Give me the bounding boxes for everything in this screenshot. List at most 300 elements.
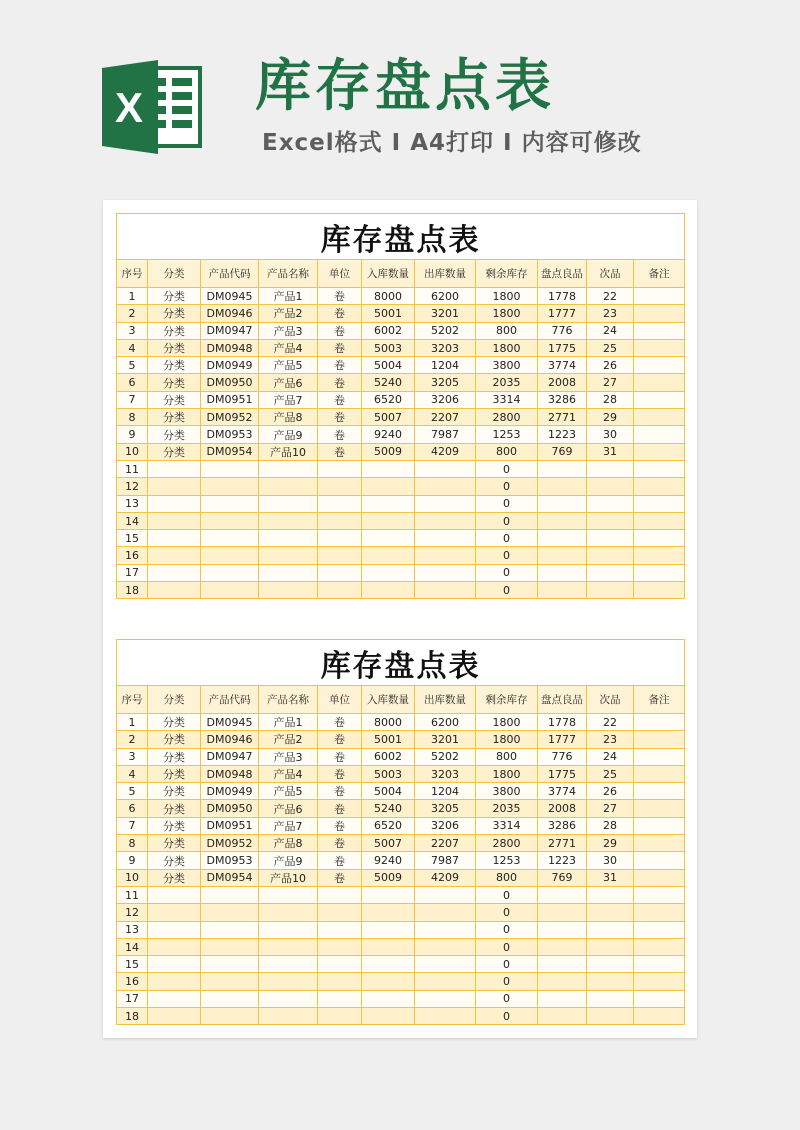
table-cell[interactable]: 1800 — [476, 339, 538, 356]
table-cell[interactable]: 7 — [117, 391, 148, 408]
table-cell[interactable]: 5202 — [415, 322, 476, 339]
table-cell[interactable]: 31 — [587, 443, 634, 460]
table-cell[interactable]: 10 — [117, 869, 148, 886]
table-cell[interactable] — [148, 921, 201, 938]
table-cell[interactable] — [634, 391, 685, 408]
table-cell[interactable]: 0 — [476, 973, 538, 990]
table-cell[interactable]: 15 — [117, 530, 148, 547]
table-cell[interactable] — [415, 582, 476, 599]
table-cell[interactable]: 14 — [117, 512, 148, 529]
table-cell[interactable]: 769 — [538, 869, 587, 886]
table-cell[interactable] — [634, 288, 685, 305]
table-cell[interactable] — [587, 973, 634, 990]
table-cell[interactable]: 分类 — [148, 443, 201, 460]
table-cell[interactable]: 卷 — [318, 443, 362, 460]
table-cell[interactable]: 3205 — [415, 800, 476, 817]
table-cell[interactable]: 22 — [587, 288, 634, 305]
table-cell[interactable]: 产品6 — [259, 800, 318, 817]
table-cell[interactable] — [201, 530, 259, 547]
table-cell[interactable]: 卷 — [318, 800, 362, 817]
table-cell[interactable]: 6200 — [415, 288, 476, 305]
table-cell[interactable] — [318, 564, 362, 581]
table-cell[interactable] — [148, 582, 201, 599]
table-cell[interactable]: 800 — [476, 748, 538, 765]
table-cell[interactable] — [587, 938, 634, 955]
table-cell[interactable] — [634, 921, 685, 938]
table-cell[interactable]: 1775 — [538, 339, 587, 356]
table-cell[interactable] — [634, 886, 685, 903]
table-cell[interactable] — [538, 547, 587, 564]
table-cell[interactable]: 分类 — [148, 374, 201, 391]
table-cell[interactable] — [587, 904, 634, 921]
table-cell[interactable]: 4 — [117, 765, 148, 782]
table-cell[interactable]: 3314 — [476, 817, 538, 834]
table-cell[interactable] — [148, 886, 201, 903]
table-cell[interactable] — [148, 495, 201, 512]
table-cell[interactable] — [634, 869, 685, 886]
table-cell[interactable] — [415, 921, 476, 938]
table-cell[interactable]: 3 — [117, 748, 148, 765]
table-cell[interactable] — [318, 921, 362, 938]
table-cell[interactable]: 12 — [117, 478, 148, 495]
table-cell[interactable]: 29 — [587, 409, 634, 426]
table-cell[interactable]: DM0948 — [201, 339, 259, 356]
table-cell[interactable]: 16 — [117, 547, 148, 564]
table-cell[interactable]: 6 — [117, 800, 148, 817]
table-cell[interactable] — [634, 322, 685, 339]
table-cell[interactable]: 8 — [117, 409, 148, 426]
table-cell[interactable] — [201, 1008, 259, 1025]
table-cell[interactable] — [634, 530, 685, 547]
table-cell[interactable] — [259, 582, 318, 599]
table-cell[interactable] — [634, 374, 685, 391]
table-cell[interactable]: 27 — [587, 800, 634, 817]
table-cell[interactable]: 28 — [587, 391, 634, 408]
table-cell[interactable]: 800 — [476, 322, 538, 339]
table-cell[interactable]: 5003 — [362, 765, 415, 782]
table-cell[interactable]: 产品7 — [259, 391, 318, 408]
table-cell[interactable]: 产品8 — [259, 835, 318, 852]
table-cell[interactable]: 产品3 — [259, 748, 318, 765]
table-cell[interactable]: 0 — [476, 886, 538, 903]
table-cell[interactable]: 2 — [117, 731, 148, 748]
table-cell[interactable] — [587, 460, 634, 477]
table-cell[interactable] — [415, 547, 476, 564]
table-cell[interactable] — [259, 1008, 318, 1025]
table-cell[interactable]: 分类 — [148, 714, 201, 731]
table-cell[interactable]: 17 — [117, 990, 148, 1007]
table-cell[interactable]: 10 — [117, 443, 148, 460]
table-cell[interactable]: 卷 — [318, 869, 362, 886]
table-cell[interactable]: 5001 — [362, 731, 415, 748]
table-cell[interactable] — [538, 973, 587, 990]
table-cell[interactable] — [362, 547, 415, 564]
table-cell[interactable]: 卷 — [318, 357, 362, 374]
table-cell[interactable] — [634, 731, 685, 748]
table-cell[interactable] — [538, 904, 587, 921]
table-cell[interactable] — [201, 512, 259, 529]
table-cell[interactable]: 5 — [117, 783, 148, 800]
table-cell[interactable] — [415, 938, 476, 955]
table-cell[interactable]: 29 — [587, 835, 634, 852]
table-cell[interactable]: 1800 — [476, 765, 538, 782]
table-cell[interactable]: 卷 — [318, 391, 362, 408]
table-cell[interactable] — [259, 564, 318, 581]
table-cell[interactable] — [148, 547, 201, 564]
table-cell[interactable] — [362, 904, 415, 921]
table-cell[interactable]: 7987 — [415, 426, 476, 443]
table-cell[interactable]: 3774 — [538, 357, 587, 374]
table-cell[interactable]: 0 — [476, 938, 538, 955]
table-cell[interactable] — [634, 443, 685, 460]
table-cell[interactable] — [318, 990, 362, 1007]
table-cell[interactable] — [201, 990, 259, 1007]
table-cell[interactable]: 4 — [117, 339, 148, 356]
table-cell[interactable]: 27 — [587, 374, 634, 391]
table-cell[interactable] — [318, 973, 362, 990]
table-cell[interactable] — [318, 495, 362, 512]
table-cell[interactable]: 4209 — [415, 443, 476, 460]
table-cell[interactable]: 分类 — [148, 817, 201, 834]
table-cell[interactable]: 1223 — [538, 852, 587, 869]
table-cell[interactable]: 卷 — [318, 783, 362, 800]
table-cell[interactable]: 1253 — [476, 426, 538, 443]
table-cell[interactable]: 产品10 — [259, 443, 318, 460]
table-cell[interactable] — [415, 512, 476, 529]
table-cell[interactable]: 3206 — [415, 817, 476, 834]
table-cell[interactable] — [148, 530, 201, 547]
table-cell[interactable] — [634, 956, 685, 973]
table-cell[interactable] — [259, 973, 318, 990]
table-cell[interactable]: 分类 — [148, 305, 201, 322]
table-cell[interactable] — [362, 956, 415, 973]
table-cell[interactable] — [538, 478, 587, 495]
table-cell[interactable] — [259, 938, 318, 955]
table-cell[interactable]: 分类 — [148, 357, 201, 374]
table-cell[interactable]: 产品4 — [259, 765, 318, 782]
table-cell[interactable]: 产品5 — [259, 783, 318, 800]
table-cell[interactable] — [587, 564, 634, 581]
table-cell[interactable]: 5004 — [362, 783, 415, 800]
table-cell[interactable] — [362, 478, 415, 495]
table-cell[interactable] — [259, 530, 318, 547]
table-cell[interactable]: 5 — [117, 357, 148, 374]
table-cell[interactable] — [148, 956, 201, 973]
table-cell[interactable]: 1800 — [476, 731, 538, 748]
table-cell[interactable]: 产品9 — [259, 426, 318, 443]
table-cell[interactable] — [587, 921, 634, 938]
table-cell[interactable]: 卷 — [318, 714, 362, 731]
table-cell[interactable]: DM0954 — [201, 443, 259, 460]
table-cell[interactable]: 3203 — [415, 765, 476, 782]
table-cell[interactable] — [634, 990, 685, 1007]
table-cell[interactable]: DM0950 — [201, 800, 259, 817]
table-cell[interactable] — [148, 990, 201, 1007]
table-cell[interactable]: 1 — [117, 288, 148, 305]
table-cell[interactable]: 5003 — [362, 339, 415, 356]
table-cell[interactable] — [318, 460, 362, 477]
table-cell[interactable]: 产品3 — [259, 322, 318, 339]
table-cell[interactable]: 分类 — [148, 391, 201, 408]
table-cell[interactable] — [148, 1008, 201, 1025]
table-cell[interactable] — [634, 852, 685, 869]
table-cell[interactable] — [415, 973, 476, 990]
table-cell[interactable]: 3205 — [415, 374, 476, 391]
table-cell[interactable] — [362, 582, 415, 599]
table-cell[interactable] — [634, 305, 685, 322]
table-cell[interactable]: 3201 — [415, 305, 476, 322]
table-cell[interactable]: 3286 — [538, 817, 587, 834]
table-cell[interactable] — [415, 460, 476, 477]
table-cell[interactable]: 776 — [538, 748, 587, 765]
table-cell[interactable]: 5009 — [362, 869, 415, 886]
table-cell[interactable]: 6002 — [362, 748, 415, 765]
table-cell[interactable]: DM0950 — [201, 374, 259, 391]
table-cell[interactable] — [259, 886, 318, 903]
table-cell[interactable] — [587, 990, 634, 1007]
table-cell[interactable]: 0 — [476, 990, 538, 1007]
table-cell[interactable] — [634, 817, 685, 834]
table-cell[interactable]: 0 — [476, 530, 538, 547]
table-cell[interactable] — [259, 512, 318, 529]
table-cell[interactable]: DM0951 — [201, 817, 259, 834]
table-cell[interactable] — [538, 1008, 587, 1025]
table-cell[interactable]: 16 — [117, 973, 148, 990]
table-cell[interactable]: 8000 — [362, 288, 415, 305]
table-cell[interactable] — [259, 478, 318, 495]
table-cell[interactable]: 产品4 — [259, 339, 318, 356]
table-cell[interactable] — [538, 512, 587, 529]
table-cell[interactable] — [538, 921, 587, 938]
table-cell[interactable]: 分类 — [148, 765, 201, 782]
table-cell[interactable]: 0 — [476, 512, 538, 529]
table-cell[interactable]: 5240 — [362, 800, 415, 817]
table-cell[interactable] — [259, 495, 318, 512]
table-cell[interactable] — [148, 973, 201, 990]
table-cell[interactable]: DM0952 — [201, 835, 259, 852]
table-cell[interactable] — [587, 512, 634, 529]
table-cell[interactable]: 1204 — [415, 357, 476, 374]
table-cell[interactable] — [634, 478, 685, 495]
table-cell[interactable]: 产品1 — [259, 714, 318, 731]
table-cell[interactable]: 分类 — [148, 426, 201, 443]
table-cell[interactable] — [148, 564, 201, 581]
table-cell[interactable]: 2771 — [538, 835, 587, 852]
table-cell[interactable]: 3286 — [538, 391, 587, 408]
table-cell[interactable]: DM0947 — [201, 748, 259, 765]
table-cell[interactable] — [634, 547, 685, 564]
table-cell[interactable] — [587, 547, 634, 564]
table-cell[interactable]: 产品10 — [259, 869, 318, 886]
table-cell[interactable]: DM0949 — [201, 357, 259, 374]
table-cell[interactable]: 1778 — [538, 714, 587, 731]
table-cell[interactable] — [634, 357, 685, 374]
table-cell[interactable] — [318, 582, 362, 599]
table-cell[interactable] — [362, 973, 415, 990]
table-cell[interactable] — [415, 530, 476, 547]
table-cell[interactable]: 12 — [117, 904, 148, 921]
table-cell[interactable]: 9240 — [362, 426, 415, 443]
table-cell[interactable]: 产品1 — [259, 288, 318, 305]
table-cell[interactable]: 分类 — [148, 835, 201, 852]
table-cell[interactable]: 产品9 — [259, 852, 318, 869]
table-cell[interactable]: 24 — [587, 748, 634, 765]
table-cell[interactable] — [538, 564, 587, 581]
table-cell[interactable]: 产品7 — [259, 817, 318, 834]
table-cell[interactable]: 5240 — [362, 374, 415, 391]
table-cell[interactable]: 产品5 — [259, 357, 318, 374]
table-cell[interactable]: 26 — [587, 357, 634, 374]
table-cell[interactable] — [362, 921, 415, 938]
table-cell[interactable]: 2207 — [415, 409, 476, 426]
table-cell[interactable]: 3314 — [476, 391, 538, 408]
table-cell[interactable]: 2800 — [476, 409, 538, 426]
table-cell[interactable]: 9 — [117, 426, 148, 443]
table-cell[interactable] — [538, 956, 587, 973]
table-cell[interactable]: 800 — [476, 443, 538, 460]
table-cell[interactable] — [538, 530, 587, 547]
table-cell[interactable]: 1800 — [476, 305, 538, 322]
table-cell[interactable] — [634, 564, 685, 581]
table-cell[interactable] — [587, 1008, 634, 1025]
table-cell[interactable] — [634, 1008, 685, 1025]
table-cell[interactable]: DM0945 — [201, 714, 259, 731]
table-cell[interactable]: 2 — [117, 305, 148, 322]
table-cell[interactable] — [362, 1008, 415, 1025]
table-cell[interactable] — [634, 904, 685, 921]
table-cell[interactable] — [259, 904, 318, 921]
table-cell[interactable]: 卷 — [318, 305, 362, 322]
table-cell[interactable]: DM0945 — [201, 288, 259, 305]
table-cell[interactable] — [634, 339, 685, 356]
table-cell[interactable]: 0 — [476, 460, 538, 477]
table-cell[interactable] — [634, 495, 685, 512]
table-cell[interactable]: 0 — [476, 956, 538, 973]
table-cell[interactable] — [259, 921, 318, 938]
table-cell[interactable] — [634, 582, 685, 599]
table-cell[interactable] — [415, 886, 476, 903]
table-cell[interactable]: 产品8 — [259, 409, 318, 426]
table-cell[interactable]: 0 — [476, 921, 538, 938]
table-cell[interactable] — [587, 886, 634, 903]
table-cell[interactable]: 分类 — [148, 748, 201, 765]
table-cell[interactable] — [538, 460, 587, 477]
table-cell[interactable]: 1223 — [538, 426, 587, 443]
table-cell[interactable] — [259, 460, 318, 477]
table-cell[interactable]: DM0951 — [201, 391, 259, 408]
table-cell[interactable] — [634, 512, 685, 529]
table-cell[interactable]: 5007 — [362, 835, 415, 852]
table-cell[interactable]: 4209 — [415, 869, 476, 886]
table-cell[interactable]: 0 — [476, 495, 538, 512]
table-cell[interactable]: 1800 — [476, 714, 538, 731]
table-cell[interactable]: 3774 — [538, 783, 587, 800]
table-cell[interactable]: 2207 — [415, 835, 476, 852]
table-cell[interactable] — [587, 495, 634, 512]
table-cell[interactable] — [201, 921, 259, 938]
table-cell[interactable]: 分类 — [148, 288, 201, 305]
table-cell[interactable] — [634, 460, 685, 477]
table-cell[interactable]: DM0947 — [201, 322, 259, 339]
table-cell[interactable]: 分类 — [148, 339, 201, 356]
table-cell[interactable]: 1775 — [538, 765, 587, 782]
table-cell[interactable] — [587, 530, 634, 547]
table-cell[interactable]: 1 — [117, 714, 148, 731]
table-cell[interactable] — [415, 1008, 476, 1025]
table-cell[interactable] — [415, 904, 476, 921]
table-cell[interactable] — [148, 460, 201, 477]
table-cell[interactable]: 11 — [117, 460, 148, 477]
table-cell[interactable]: 13 — [117, 495, 148, 512]
table-cell[interactable]: 分类 — [148, 852, 201, 869]
table-cell[interactable] — [415, 956, 476, 973]
table-cell[interactable]: 18 — [117, 1008, 148, 1025]
table-cell[interactable]: 769 — [538, 443, 587, 460]
table-cell[interactable]: 0 — [476, 547, 538, 564]
table-cell[interactable] — [538, 582, 587, 599]
table-cell[interactable]: 6200 — [415, 714, 476, 731]
table-cell[interactable]: 7 — [117, 817, 148, 834]
table-cell[interactable]: DM0946 — [201, 731, 259, 748]
table-cell[interactable]: 0 — [476, 564, 538, 581]
table-cell[interactable] — [318, 904, 362, 921]
table-cell[interactable]: 分类 — [148, 869, 201, 886]
table-cell[interactable]: 3201 — [415, 731, 476, 748]
table-cell[interactable] — [201, 956, 259, 973]
table-cell[interactable] — [634, 426, 685, 443]
table-cell[interactable]: 14 — [117, 938, 148, 955]
table-cell[interactable]: 6520 — [362, 391, 415, 408]
table-cell[interactable] — [415, 495, 476, 512]
table-cell[interactable]: 18 — [117, 582, 148, 599]
table-cell[interactable]: 7987 — [415, 852, 476, 869]
table-cell[interactable]: 0 — [476, 904, 538, 921]
table-cell[interactable] — [318, 886, 362, 903]
table-cell[interactable] — [148, 938, 201, 955]
table-cell[interactable] — [259, 990, 318, 1007]
table-cell[interactable] — [362, 990, 415, 1007]
table-cell[interactable]: 1253 — [476, 852, 538, 869]
table-cell[interactable] — [148, 478, 201, 495]
table-cell[interactable] — [318, 478, 362, 495]
table-cell[interactable]: 13 — [117, 921, 148, 938]
table-cell[interactable]: 25 — [587, 765, 634, 782]
table-cell[interactable]: 卷 — [318, 409, 362, 426]
table-cell[interactable]: 2035 — [476, 374, 538, 391]
table-cell[interactable]: 1777 — [538, 731, 587, 748]
table-cell[interactable] — [201, 564, 259, 581]
table-cell[interactable]: DM0954 — [201, 869, 259, 886]
table-cell[interactable]: 3800 — [476, 783, 538, 800]
table-cell[interactable]: 800 — [476, 869, 538, 886]
table-cell[interactable] — [318, 530, 362, 547]
table-cell[interactable]: 2800 — [476, 835, 538, 852]
table-cell[interactable] — [538, 495, 587, 512]
table-cell[interactable]: 23 — [587, 305, 634, 322]
table-cell[interactable]: 0 — [476, 478, 538, 495]
table-cell[interactable] — [415, 564, 476, 581]
table-cell[interactable] — [201, 886, 259, 903]
table-cell[interactable] — [201, 495, 259, 512]
table-cell[interactable] — [318, 547, 362, 564]
table-cell[interactable]: 28 — [587, 817, 634, 834]
table-cell[interactable]: 26 — [587, 783, 634, 800]
table-cell[interactable]: 卷 — [318, 426, 362, 443]
table-cell[interactable]: 6 — [117, 374, 148, 391]
table-cell[interactable] — [362, 495, 415, 512]
table-cell[interactable]: 3206 — [415, 391, 476, 408]
table-cell[interactable] — [587, 582, 634, 599]
